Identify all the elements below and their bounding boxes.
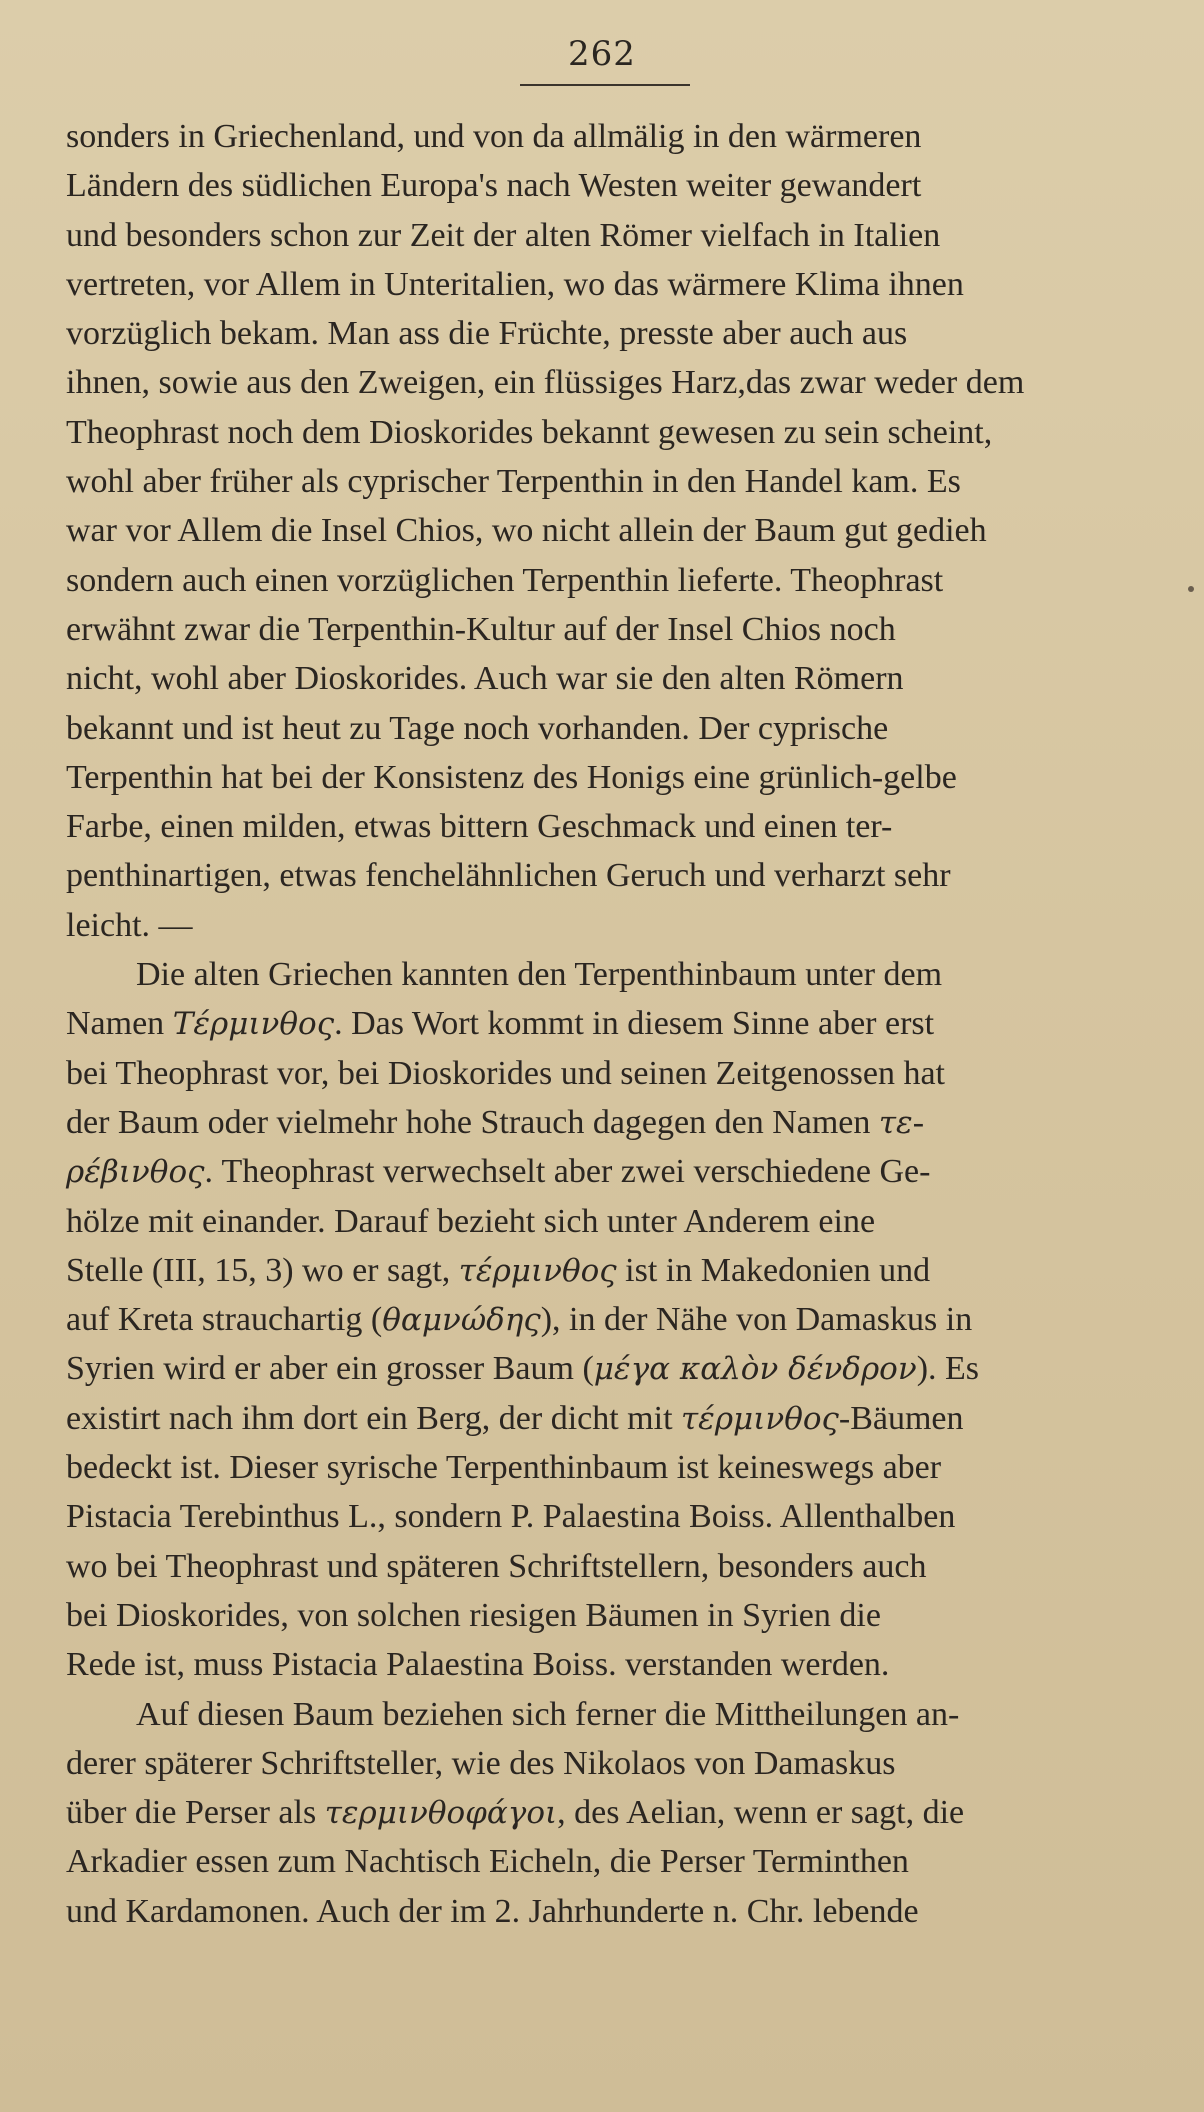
text-line: bedeckt ist. Dieser syrische Terpenthinbaum ist keineswegs aber: [66, 1449, 942, 1487]
text-line: bekannt und ist heut zu Tage noch vorhanden. Der cyprische: [66, 709, 889, 747]
text-line: der Baum oder vielmehr hohe Strauch dagegen den Namen τε-: [66, 1103, 925, 1141]
greek-term: Τέρμινθος: [172, 1006, 335, 1043]
text-line: hölze mit einander. Darauf bezieht sich unter Anderem eine: [66, 1202, 876, 1240]
greek-term: τέρμινθος: [458, 1252, 617, 1289]
paragraph: [66, 112, 1148, 950]
page-number: 262: [568, 34, 636, 74]
text-line: existirt nach ihm dort ein Berg, der dicht mit τέρμινθος-Bäumen: [66, 1399, 964, 1437]
text-line: vertreten, vor Allem in Unteritalien, wo das wärmere Klima ihnen: [66, 265, 964, 303]
text-line: wohl aber früher als cyprischer Terpenthin in den Handel kam. Es: [66, 463, 961, 501]
text-line: penthinartigen, etwas fenchelähnlichen Geruch und verharzt sehr: [66, 857, 951, 895]
text-line: und Kardamonen. Auch der im 2. Jahrhunderte n. Chr. lebende: [66, 1892, 919, 1930]
text-line: erwähnt zwar die Terpenthin-Kultur auf der Insel Chios noch: [66, 610, 896, 648]
text-line: ρέβινθος. Theophrast verwechselt aber zwei verschiedene Ge-: [66, 1153, 931, 1191]
text-line: sondern auch einen vorzüglichen Terpenthin lieferte. Theophrast: [66, 561, 944, 599]
text-line: Syrien wird er aber ein grosser Baum (μέγα καλὸν δένδρον). Es: [66, 1350, 980, 1388]
text-line: und besonders schon zur Zeit der alten Römer vielfach in Italien: [66, 216, 941, 254]
text-line: Stelle (III, 15, 3) wo er sagt, τέρμινθος ist in Makedonien und: [66, 1251, 931, 1289]
text-line: Theophrast noch dem Dioskorides bekannt gewesen zu sein scheint,: [66, 413, 993, 451]
text-line: leicht. —: [66, 906, 193, 944]
text-line: Ländern des südlichen Europa's nach Westen weiter gewandert: [66, 167, 922, 205]
text-line: vorzüglich bekam. Man ass die Früchte, presste aber auch aus: [66, 315, 908, 353]
text-line: Arkadier essen zum Nachtisch Eicheln, die Perser Terminthen: [66, 1843, 909, 1881]
paragraph: [66, 1690, 1148, 1936]
text-line: Farbe, einen milden, etwas bittern Geschmack und einen ter-: [66, 808, 893, 846]
text-line: wo bei Theophrast und späteren Schriftstellern, besonders auch: [66, 1547, 927, 1585]
greek-term: τε: [878, 1104, 913, 1141]
greek-term: μέγα καλὸν δένδρον: [593, 1351, 917, 1388]
text-line: über die Perser als τερμινθοφάγοι, des Aelian, wenn er sagt, die: [66, 1794, 965, 1832]
text-line: sonders in Griechenland, und von da allmälig in den wärmeren: [66, 118, 922, 155]
text-line: derer späterer Schriftsteller, wie des Nikolaos von Damaskus: [66, 1744, 896, 1782]
text-line: Die alten Griechen kannten den Terpenthinbaum unter dem: [136, 956, 943, 994]
text-line: bei Theophrast vor, bei Dioskorides und seinen Zeitgenossen hat: [66, 1054, 945, 1092]
text-line: auf Kreta strauchartig (θαμνώδης), in der Nähe von Damaskus in: [66, 1301, 973, 1339]
text-line: nicht, wohl aber Dioskorides. Auch war sie den alten Römern: [66, 660, 904, 698]
greek-term: θαμνώδης: [382, 1302, 541, 1339]
text-line: Pistacia Terebinthus L., sondern P. Palaestina Boiss. Allenthalben: [66, 1498, 956, 1536]
greek-term: τερμινθοφάγοι: [324, 1795, 558, 1832]
greek-term: τέρμινθος: [681, 1400, 839, 1437]
text-line: Namen Τέρμινθος. Das Wort kommt in diesem Sinne aber erst: [66, 1005, 935, 1043]
text-line: Rede ist, muss Pistacia Palaestina Boiss. verstanden werden.: [66, 1646, 890, 1684]
text-line: war vor Allem die Insel Chios, wo nicht allein der Baum gut gedieh: [66, 512, 987, 550]
paragraph: [66, 950, 1148, 1689]
text-line: bei Dioskorides, von solchen riesigen Bäumen in Syrien die: [66, 1596, 881, 1634]
text-line: ihnen, sowie aus den Zweigen, ein flüssiges Harz,das zwar weder dem: [66, 364, 1025, 402]
body-text: [66, 112, 1148, 1936]
margin-speck: [1188, 586, 1194, 592]
text-line: Terpenthin hat bei der Konsistenz des Honigs eine grünlich-gelbe: [66, 758, 957, 796]
greek-term: ρέβινθος: [66, 1154, 205, 1191]
header-rule: [520, 84, 690, 86]
text-line: Auf diesen Baum beziehen sich ferner die Mittheilungen an-: [136, 1695, 960, 1733]
